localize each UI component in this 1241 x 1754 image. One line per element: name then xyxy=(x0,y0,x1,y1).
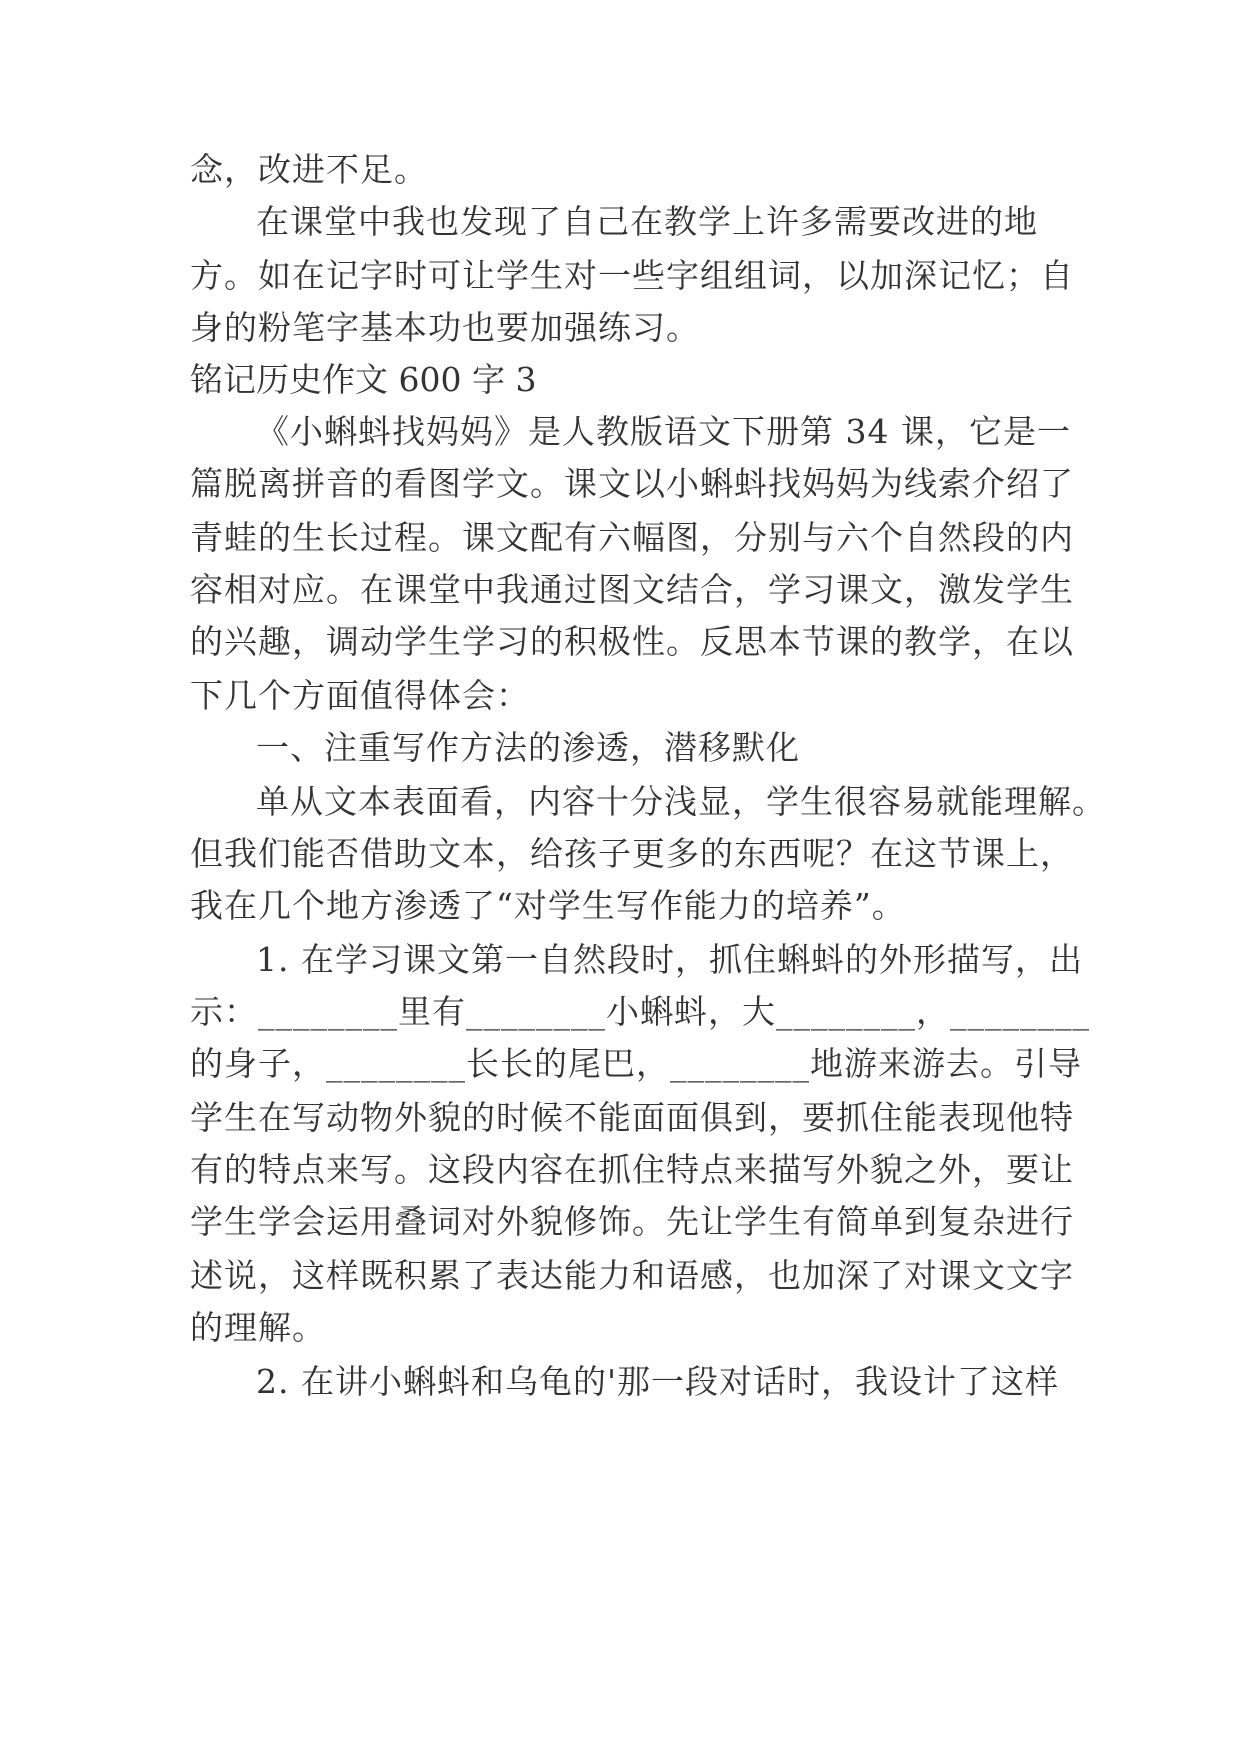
section-heading: 铭记历史作文 600 字 3 xyxy=(190,360,537,399)
paragraph-line: 方。如在记字时可让学生对一些字组组词，以加深记忆；自 xyxy=(190,256,1074,295)
paragraph-line: 有的特点来写。这段内容在抓住特点来描写外貌之外，要让 xyxy=(190,1150,1074,1189)
subheading-line: 一、注重写作方法的渗透，潜移默化 xyxy=(256,728,800,767)
paragraph-line: 下几个方面值得体会： xyxy=(190,676,530,715)
paragraph-line: 2. 在讲小蝌蚪和乌龟的'那一段对话时，我设计了这样 xyxy=(256,1362,1060,1401)
paragraph-line: 的理解。 xyxy=(190,1308,326,1347)
paragraph-line: 篇脱离拼音的看图学文。课文以小蝌蚪找妈妈为线索介绍了 xyxy=(190,464,1074,503)
paragraph-line: 学生在写动物外貌的时候不能面面俱到，要抓住能表现他特 xyxy=(190,1098,1074,1137)
paragraph-line: 述说，这样既积累了表达能力和语感，也加深了对课文文字 xyxy=(190,1256,1074,1295)
paragraph-line: 示：________里有________小蝌蚪，大________，________ xyxy=(190,992,1090,1031)
paragraph-line: 我在几个地方渗透了“对学生写作能力的培养”。 xyxy=(190,886,906,925)
paragraph-line: 但我们能否借助文本，给孩子更多的东西呢？在这节课上， xyxy=(190,834,1074,873)
paragraph-line: 1. 在学习课文第一自然段时，抓住蝌蚪的外形描写，出 xyxy=(256,940,1083,979)
paragraph-line: 《小蝌蚪找妈妈》是人教版语文下册第 34 课，它是一 xyxy=(256,412,1071,451)
paragraph-line: 在课堂中我也发现了自己在教学上许多需要改进的地 xyxy=(256,202,1038,241)
paragraph-line: 学生学会运用叠词对外貌修饰。先让学生有简单到复杂进行 xyxy=(190,1202,1074,1241)
paragraph-line: 青蛙的生长过程。课文配有六幅图，分别与六个自然段的内 xyxy=(190,518,1074,557)
paragraph-line: 身的粉笔字基本功也要加强练习。 xyxy=(190,308,700,347)
paragraph-line: 容相对应。在课堂中我通过图文结合，学习课文，激发学生 xyxy=(190,570,1074,609)
paragraph-line: 念，改进不足。 xyxy=(190,150,428,189)
paragraph-line: 的身子，________长长的尾巴，________地游来游去。引导 xyxy=(190,1044,1082,1083)
paragraph-line: 的兴趣，调动学生学习的积极性。反思本节课的教学，在以 xyxy=(190,622,1074,661)
paragraph-line: 单从文本表面看，内容十分浅显，学生很容易就能理解。 xyxy=(256,782,1106,821)
